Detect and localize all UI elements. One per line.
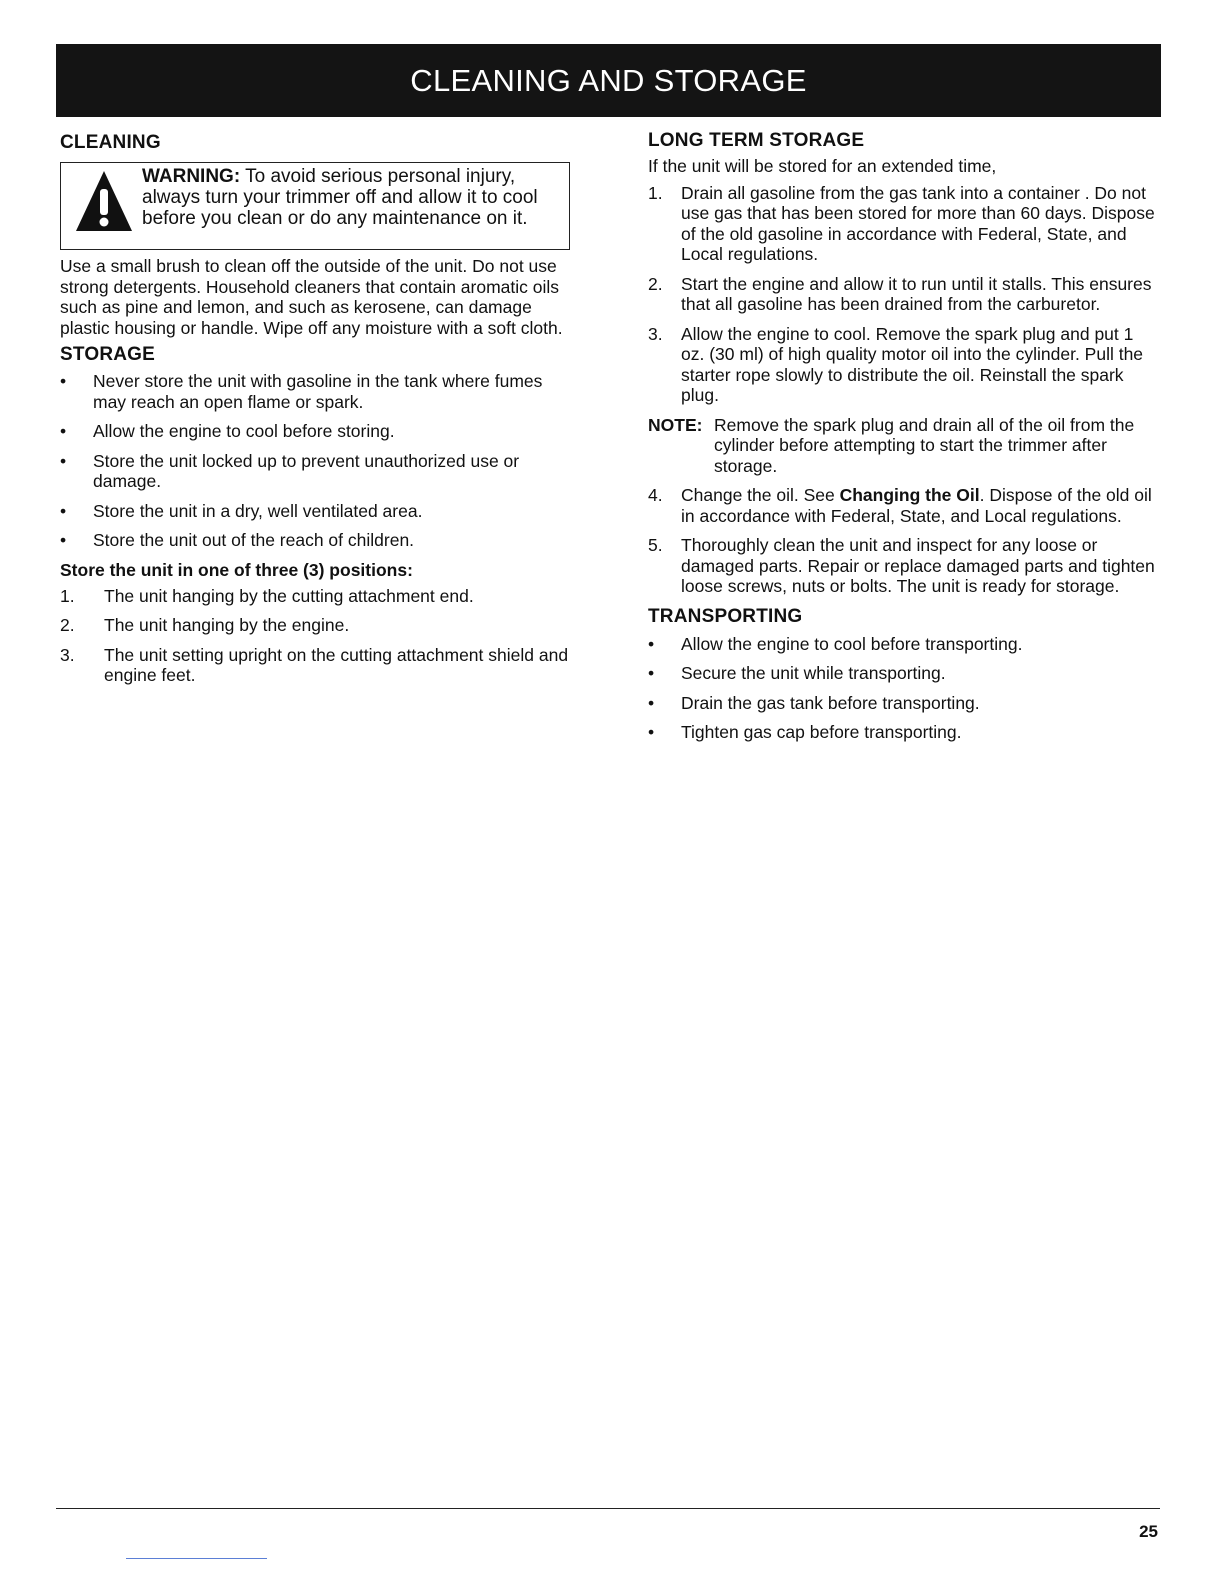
- positions-heading: Store the unit in one of three (3) positions:: [60, 559, 413, 580]
- cleaning-heading: CLEANING: [60, 132, 161, 153]
- long-term-steps-continued: [648, 485, 1160, 597]
- transporting-heading: TRANSPORTING: [648, 605, 803, 627]
- note-label: NOTE:: [648, 414, 703, 435]
- list-item: 2. Start the engine and allow it to run until it stalls. This ensures that all gasoline has been drained from the carburetor.: [648, 273, 1152, 314]
- page-number: 25: [1139, 1522, 1158, 1541]
- list-item: • Allow the engine to cool before transporting.: [648, 633, 1023, 654]
- list-item: 1. Drain all gasoline from the gas tank into a container . Do not use gas that has been stored for more than 60 days. Dispose of the old gasoline in accordance with Federal, State, and Local regulations.: [648, 182, 1155, 264]
- list-item: • Store the unit out of the reach of children.: [60, 530, 415, 550]
- list-item: 2. The unit hanging by the engine.: [60, 615, 350, 635]
- changing-the-oil-reference: Changing the Oil: [839, 485, 980, 505]
- warning-text: To avoid serious personal injury, always turn your trimmer off and allow it to cool before you clean or do any maintenance on it.: [142, 166, 538, 229]
- footer-rule: [56, 1508, 1160, 1509]
- list-item: • Allow the engine to cool before storing.: [60, 421, 395, 441]
- list-item: • Store the unit in a dry, well ventilated area.: [60, 500, 423, 521]
- list-item: 1. The unit hanging by the cutting attachment end.: [60, 585, 474, 606]
- long-term-storage-heading: LONG TERM STORAGE: [648, 130, 865, 151]
- list-item: • Tighten gas cap before transporting.: [648, 722, 962, 742]
- warning-label: WARNING:: [142, 166, 241, 187]
- transporting-list: [648, 634, 1160, 743]
- list-item: 3. Allow the engine to cool. Remove the spark plug and put 1 oz. (30 ml) of high quality motor oil into the cylinder. Pull the starter rope slowly to distribute the oil. Reinstall the spark plug.: [648, 323, 1144, 405]
- long-term-intro: If the unit will be stored for an extended time,: [648, 156, 997, 176]
- section-banner: [56, 44, 1161, 117]
- warning-triangle-icon: [75, 169, 133, 233]
- left-column: [60, 130, 572, 695]
- banner-title: CLEANING AND STORAGE: [410, 62, 807, 98]
- scan-artifact-line: [126, 1558, 267, 1559]
- right-column: [648, 130, 1160, 752]
- list-item: 3. The unit setting upright on the cutting attachment shield and engine feet.: [60, 644, 569, 685]
- note-block: [648, 415, 1160, 477]
- positions-list: [60, 586, 572, 686]
- list-item: • Store the unit locked up to prevent unauthorized use or damage.: [60, 450, 520, 491]
- storage-heading: STORAGE: [60, 344, 156, 365]
- list-item: • Secure the unit while transporting.: [648, 663, 946, 683]
- warning-box: [60, 162, 570, 250]
- list-item: • Never store the unit with gasoline in the tank where fumes may reach an open flame or spark.: [60, 371, 543, 412]
- storage-list: [60, 371, 572, 551]
- list-item: • Drain the gas tank before transporting.: [648, 692, 980, 713]
- long-term-steps: [648, 183, 1160, 406]
- list-item: 5. Thoroughly clean the unit and inspect for any loose or damaged parts. Repair or replace damaged parts and tighten loose screws, nuts or bolts. The unit is ready for storage.: [648, 535, 1155, 596]
- list-item: 4. Change the oil. See Changing the Oil. Dispose of the old oil in accordance with Federal, State, and Local regulations.: [648, 485, 1152, 526]
- warning-text-block: [142, 166, 565, 229]
- note-text: Remove the spark plug and drain all of the oil from the cylinder before attempting to start the trimmer after storage.: [714, 414, 1135, 476]
- cleaning-paragraph: Use a small brush to clean off the outside of the unit. Do not use strong detergents. Household cleaners that contain aromatic oils such as pine and lemon, and such as kerosene, can damage plastic housing or handle. Wipe off any moisture with a soft cloth.: [60, 256, 563, 338]
